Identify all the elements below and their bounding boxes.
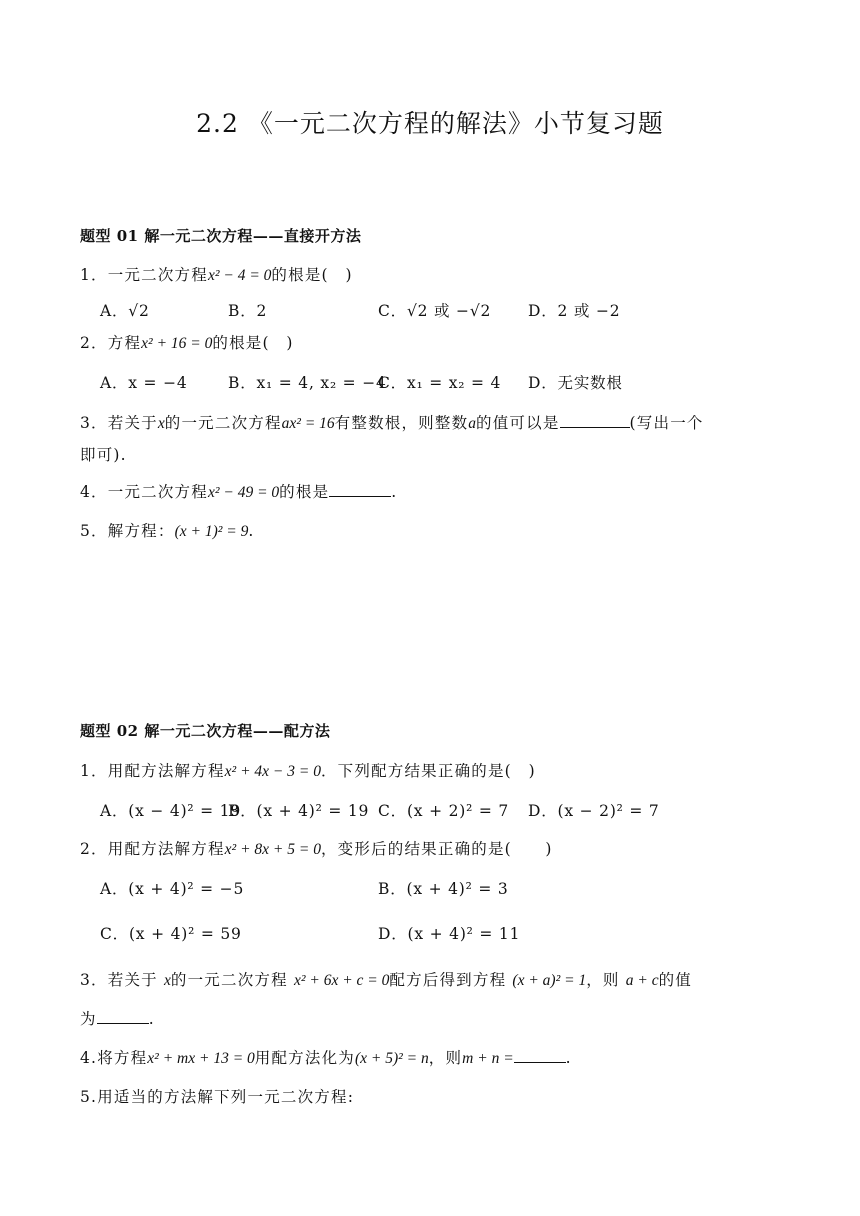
option-c: C．(x + 2)² = 7 (378, 802, 510, 820)
question-text: 用配方法化为 (254, 1049, 355, 1067)
question-text: 的一元二次方程 (164, 414, 282, 432)
question-1-3 (80, 411, 704, 433)
option-d: D．无实数根 (528, 374, 623, 392)
math-variable: x (164, 972, 171, 989)
question-2-2 (80, 837, 553, 859)
math-expression: (x + 1)² = 9 (174, 523, 249, 540)
option-a: A．(x − 4)² = 19 (100, 802, 242, 820)
question-end: . (391, 483, 398, 501)
math-expression: ax² = 16 (281, 415, 335, 432)
option-d: D．(x + 4)² = 11 (378, 925, 521, 943)
question-tail: 的根是( ) (212, 334, 294, 352)
math-expression: (x + a)² = 1 (512, 972, 587, 989)
question-2-5: 5.用适当的方法解下列一元二次方程: (80, 1088, 355, 1106)
question-text: 5．解方程： (80, 522, 175, 540)
option-c: C．√2 或 −√2 (378, 302, 492, 320)
math-expression: x² + mx + 13 = 0 (147, 1050, 255, 1067)
math-expression: a + c (625, 972, 659, 989)
question-1-3-continued: 即可). (80, 446, 127, 464)
option-c: C．x₁ = x₂ = 4 (378, 374, 502, 392)
question-text: 2．方程 (80, 334, 142, 352)
question-2-3-continued (80, 1007, 155, 1029)
question-tail: ．下列配方结果正确的是( ) (320, 762, 536, 780)
answer-blank[interactable] (329, 482, 391, 497)
math-expression: x² + 8x + 5 = 0 (224, 841, 321, 858)
math-expression: x² − 4 = 0 (207, 267, 272, 284)
option-d: D．(x − 2)² = 7 (528, 802, 660, 820)
question-2-4 (80, 1046, 572, 1068)
question-text: ，则 (428, 1049, 463, 1067)
question-1-2 (80, 331, 294, 353)
option-b: B．(x + 4)² = 3 (378, 880, 509, 898)
question-text: 4.将方程 (80, 1049, 148, 1067)
question-tail: ，变形后的结果正确的是( ) (320, 840, 553, 858)
question-tail: 的根是( ) (271, 266, 353, 284)
option-b: B．x₁ = 4, x₂ = −4 (228, 374, 387, 392)
math-expression: m + n = (462, 1050, 514, 1067)
page-title: 2.2 《一元二次方程的解法》小节复习题 (196, 109, 664, 138)
math-expression: x² − 49 = 0 (207, 484, 280, 501)
option-c: C．(x + 4)² = 59 (100, 925, 242, 943)
question-2-1 (80, 759, 536, 781)
section-heading-01: 题型 01 解一元二次方程——直接开方法 (80, 227, 362, 245)
math-expression: x² + 16 = 0 (141, 335, 213, 352)
question-tail: 的根是 (279, 483, 330, 501)
question-text: 的值可以是 (476, 414, 560, 432)
question-end: . (248, 522, 255, 540)
option-d: D．2 或 −2 (528, 302, 621, 320)
question-text: ，则 (586, 971, 620, 989)
question-text: 配方后得到方程 (389, 971, 507, 989)
math-expression: (x + 5)² = n (354, 1050, 429, 1067)
question-2-3 (80, 968, 692, 990)
section-heading-02: 题型 02 解一元二次方程——配方法 (80, 722, 331, 740)
answer-blank[interactable] (514, 1048, 566, 1063)
question-text: 3．若关于 (80, 414, 158, 432)
math-variable: a (468, 415, 477, 432)
answer-blank[interactable] (560, 413, 630, 428)
question-text: 1．用配方法解方程 (80, 762, 225, 780)
option-a: A．x = −4 (100, 374, 188, 392)
question-text: (写出一个 (629, 414, 704, 432)
option-b: B．2 (228, 302, 268, 320)
math-expression: x² + 6x + c = 0 (293, 972, 390, 989)
question-text: 2．用配方法解方程 (80, 840, 225, 858)
question-text: 的一元二次方程 (170, 971, 288, 989)
question-text: 为 (80, 1010, 97, 1028)
option-b: B．(x + 4)² = 19 (228, 802, 370, 820)
option-a: A．√2 (100, 302, 150, 320)
question-text: 有整数根，则整数 (334, 414, 469, 432)
question-1-4 (80, 480, 397, 502)
question-text: 3．若关于 (80, 971, 158, 989)
question-end: . (565, 1049, 572, 1067)
question-end: . (148, 1010, 155, 1028)
question-text: 1．一元二次方程 (80, 266, 208, 284)
math-variable: x (157, 415, 165, 432)
question-text: 的值 (658, 971, 692, 989)
question-1-5 (80, 519, 254, 541)
option-a: A．(x + 4)² = −5 (100, 880, 245, 898)
question-text: 4．一元二次方程 (80, 483, 208, 501)
answer-blank[interactable] (97, 1009, 149, 1024)
question-1-1 (80, 263, 353, 285)
math-expression: x² + 4x − 3 = 0 (224, 763, 321, 780)
